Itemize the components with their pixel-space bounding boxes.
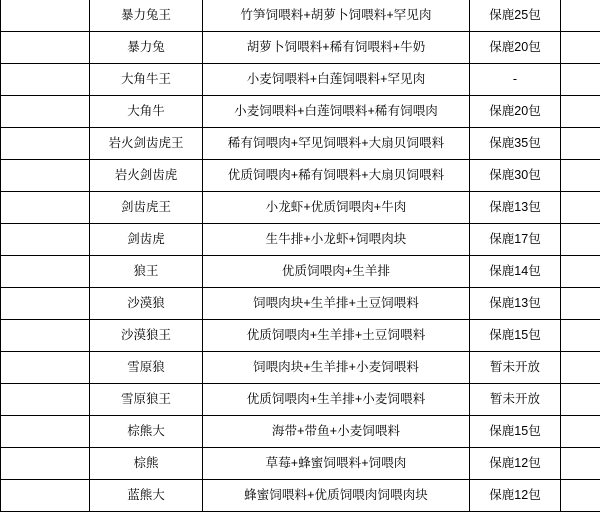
table-row [1, 384, 600, 416]
row-left-margin-cell [1, 480, 90, 512]
table-row [1, 128, 600, 160]
table-row [1, 448, 600, 480]
recipe-cell: 草莓+蜂蜜饲喂料+饲喂肉 [203, 448, 470, 480]
row-left-margin-cell [1, 288, 90, 320]
table-row [1, 352, 600, 384]
row-left-margin-cell [1, 192, 90, 224]
row-right-margin-cell [561, 32, 600, 64]
pet-name-cell: 大角牛 [90, 96, 203, 128]
row-left-margin-cell [1, 160, 90, 192]
row-left-margin-cell [1, 448, 90, 480]
pet-name-cell: 大角牛王 [90, 64, 203, 96]
pet-name-cell: 雪原狼王 [90, 384, 203, 416]
capacity-cell: 保鹿30包 [470, 160, 561, 192]
table-row [1, 0, 600, 32]
row-right-margin-cell [561, 128, 600, 160]
recipe-cell: 生牛排+小龙虾+饲喂肉块 [203, 224, 470, 256]
recipe-cell: 胡萝卜饲喂料+稀有饲喂料+牛奶 [203, 32, 470, 64]
recipe-cell: 饲喂肉块+生羊排+土豆饲喂料 [203, 288, 470, 320]
recipe-cell: 优质饲喂肉+生羊排+土豆饲喂料 [203, 320, 470, 352]
pet-name-cell: 暴力兔王 [90, 0, 203, 32]
recipe-cell: 小麦饲喂料+白莲饲喂料+稀有饲喂肉 [203, 96, 470, 128]
capacity-cell: 保鹿12包 [470, 480, 561, 512]
capacity-cell: - [470, 64, 561, 96]
table-row [1, 288, 600, 320]
row-left-margin-cell [1, 224, 90, 256]
row-right-margin-cell [561, 480, 600, 512]
row-right-margin-cell [561, 96, 600, 128]
pet-name-cell: 岩火剑齿虎 [90, 160, 203, 192]
capacity-cell: 保鹿35包 [470, 128, 561, 160]
table-row [1, 416, 600, 448]
table-row [1, 32, 600, 64]
pet-name-cell: 棕熊大 [90, 416, 203, 448]
capacity-cell: 保鹿15包 [470, 416, 561, 448]
recipe-cell: 海带+带鱼+小麦饲喂料 [203, 416, 470, 448]
recipe-cell: 蜂蜜饲喂料+优质饲喂肉饲喂肉块 [203, 480, 470, 512]
recipe-cell: 优质饲喂肉+生羊排 [203, 256, 470, 288]
pet-name-cell: 剑齿虎 [90, 224, 203, 256]
row-right-margin-cell [561, 288, 600, 320]
recipe-cell: 优质饲喂肉+生羊排+小麦饲喂料 [203, 384, 470, 416]
row-right-margin-cell [561, 384, 600, 416]
row-left-margin-cell [1, 32, 90, 64]
recipe-cell: 小龙虾+优质饲喂肉+牛肉 [203, 192, 470, 224]
table-body [1, 0, 600, 512]
row-right-margin-cell [561, 352, 600, 384]
pet-name-cell: 沙漠狼王 [90, 320, 203, 352]
pet-name-cell: 蓝熊大 [90, 480, 203, 512]
pet-name-cell: 雪原狼 [90, 352, 203, 384]
row-left-margin-cell [1, 0, 90, 32]
recipe-cell: 优质饲喂肉+稀有饲喂料+大扇贝饲喂料 [203, 160, 470, 192]
capacity-cell: 保鹿17包 [470, 224, 561, 256]
table-row [1, 256, 600, 288]
row-left-margin-cell [1, 256, 90, 288]
capacity-cell: 保鹿15包 [470, 320, 561, 352]
capacity-cell: 保鹿13包 [470, 192, 561, 224]
pet-name-cell: 岩火剑齿虎王 [90, 128, 203, 160]
row-right-margin-cell [561, 0, 600, 32]
table-row [1, 320, 600, 352]
capacity-cell: 保鹿20包 [470, 96, 561, 128]
row-right-margin-cell [561, 416, 600, 448]
capacity-cell: 暂未开放 [470, 384, 561, 416]
row-right-margin-cell [561, 64, 600, 96]
table-row [1, 192, 600, 224]
recipe-cell: 饲喂肉块+生羊排+小麦饲喂料 [203, 352, 470, 384]
row-right-margin-cell [561, 256, 600, 288]
row-left-margin-cell [1, 384, 90, 416]
row-left-margin-cell [1, 416, 90, 448]
table-row [1, 480, 600, 512]
recipe-cell: 小麦饲喂料+白莲饲喂料+罕见肉 [203, 64, 470, 96]
capacity-cell: 保鹿20包 [470, 32, 561, 64]
recipe-cell: 竹笋饲喂料+胡萝卜饲喂料+罕见肉 [203, 0, 470, 32]
row-left-margin-cell [1, 96, 90, 128]
row-left-margin-cell [1, 128, 90, 160]
row-right-margin-cell [561, 224, 600, 256]
row-left-margin-cell [1, 64, 90, 96]
row-left-margin-cell [1, 320, 90, 352]
pet-name-cell: 狼王 [90, 256, 203, 288]
row-right-margin-cell [561, 160, 600, 192]
pet-name-cell: 沙漠狼 [90, 288, 203, 320]
row-right-margin-cell [561, 448, 600, 480]
table-row [1, 64, 600, 96]
capacity-cell: 保鹿12包 [470, 448, 561, 480]
table-row [1, 160, 600, 192]
table-row [1, 224, 600, 256]
capacity-cell: 暂未开放 [470, 352, 561, 384]
row-left-margin-cell [1, 352, 90, 384]
pet-name-cell: 暴力兔 [90, 32, 203, 64]
capacity-cell: 保鹿13包 [470, 288, 561, 320]
row-right-margin-cell [561, 320, 600, 352]
recipe-cell: 稀有饲喂肉+罕见饲喂料+大扇贝饲喂料 [203, 128, 470, 160]
pet-name-cell: 棕熊 [90, 448, 203, 480]
capacity-cell: 保鹿14包 [470, 256, 561, 288]
row-right-margin-cell [561, 192, 600, 224]
table-row [1, 96, 600, 128]
capacity-cell: 保鹿25包 [470, 0, 561, 32]
pet-name-cell: 剑齿虎王 [90, 192, 203, 224]
